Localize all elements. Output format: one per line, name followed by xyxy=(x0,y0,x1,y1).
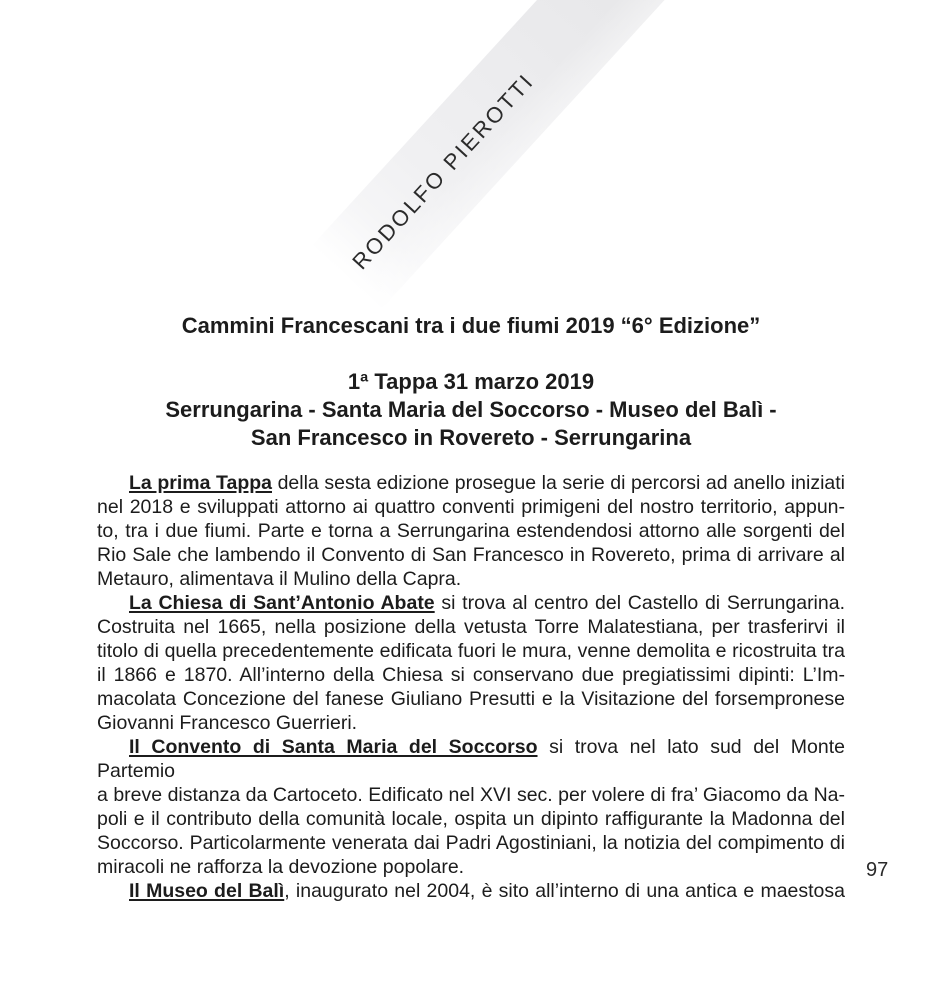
paragraph xyxy=(97,735,845,879)
paragraph xyxy=(97,471,845,591)
paragraph xyxy=(97,591,845,735)
subtitle-line-3: San Francesco in Rovereto - Serrungarina xyxy=(250,425,692,450)
body-line: titolo di quella precedentemente edificata fuori le mura, venne demolita e ricostruita tra xyxy=(97,640,845,662)
body-line: Soccorso. Particolarmente venerata dai Padri Agostiniani, la notizia del compimento di xyxy=(97,832,845,854)
ribbon-author-label: RODOLFO PIEROTTI xyxy=(347,68,539,275)
body-line: Il Convento di Santa Maria del Soccorso si trova nel lato sud del Monte Partemio xyxy=(97,736,845,782)
body-line: Il Museo del Balì, inaugurato nel 2004, è sito all’interno di una antica e maestosa xyxy=(129,880,845,902)
body-line: a breve distanza da Cartoceto. Edificato nel XVI sec. per volere di fra’ Giacomo da Na- xyxy=(97,784,845,806)
body-line: La prima Tappa della sesta edizione prosegue la serie di percorsi ad anello iniziati xyxy=(129,472,845,494)
body-line: to, tra i due fiumi. Parte e torna a Serrungarina estendendosi attorno alle sorgenti del xyxy=(97,520,845,542)
paragraph xyxy=(97,879,845,903)
page-title: Cammini Francescani tra i due fiumi 2019 “6° Edizione” xyxy=(181,313,761,338)
body-line: La Chiesa di Sant’Antonio Abate si trova al centro del Castello di Serrungarina. xyxy=(129,592,845,614)
section-heading: Il Convento di Santa Maria del Soccorso xyxy=(129,736,538,758)
body-line: Metauro, alimentava il Mulino della Capra. xyxy=(97,568,462,590)
body-line: poli e il contributo della comunità locale, ospita un dipinto raffigurante la Madonna del xyxy=(97,808,845,830)
body-line: Costruita nel 1665, nella posizione della vetusta Torre Malatestiana, per trasferirvi il xyxy=(97,616,845,638)
body-line: nel 2018 e sviluppati attorno ai quattro conventi primigeni del nostro territorio, appun- xyxy=(97,496,845,518)
subtitle-line-1: 1ª Tappa 31 marzo 2019 xyxy=(347,369,595,394)
body-line: il 1866 e 1870. All’interno della Chiesa si conservano due pregiatissimi dipinti: L’Im- xyxy=(97,664,845,686)
stage-subtitle xyxy=(97,368,845,452)
body-text xyxy=(97,471,845,903)
section-heading: Il Museo del Balì xyxy=(129,880,285,902)
body-line: miracoli ne rafforza la devozione popolare. xyxy=(97,856,465,878)
page-number: 97 xyxy=(866,859,889,881)
section-heading: La prima Tappa xyxy=(129,472,272,494)
body-line: macolata Concezione del fanese Giuliano Presutti e la Visitazione del forsempronese xyxy=(97,688,845,710)
body-line: Rio Sale che lambendo il Convento di San Francesco in Rovereto, prima di arrivare al xyxy=(97,544,845,566)
body-line: Giovanni Francesco Guerrieri. xyxy=(97,712,358,734)
author-ribbon xyxy=(311,0,942,310)
subtitle-line-2: Serrungarina - Santa Maria del Soccorso - Museo del Balì - xyxy=(165,397,777,422)
section-heading: La Chiesa di Sant’Antonio Abate xyxy=(129,592,435,614)
